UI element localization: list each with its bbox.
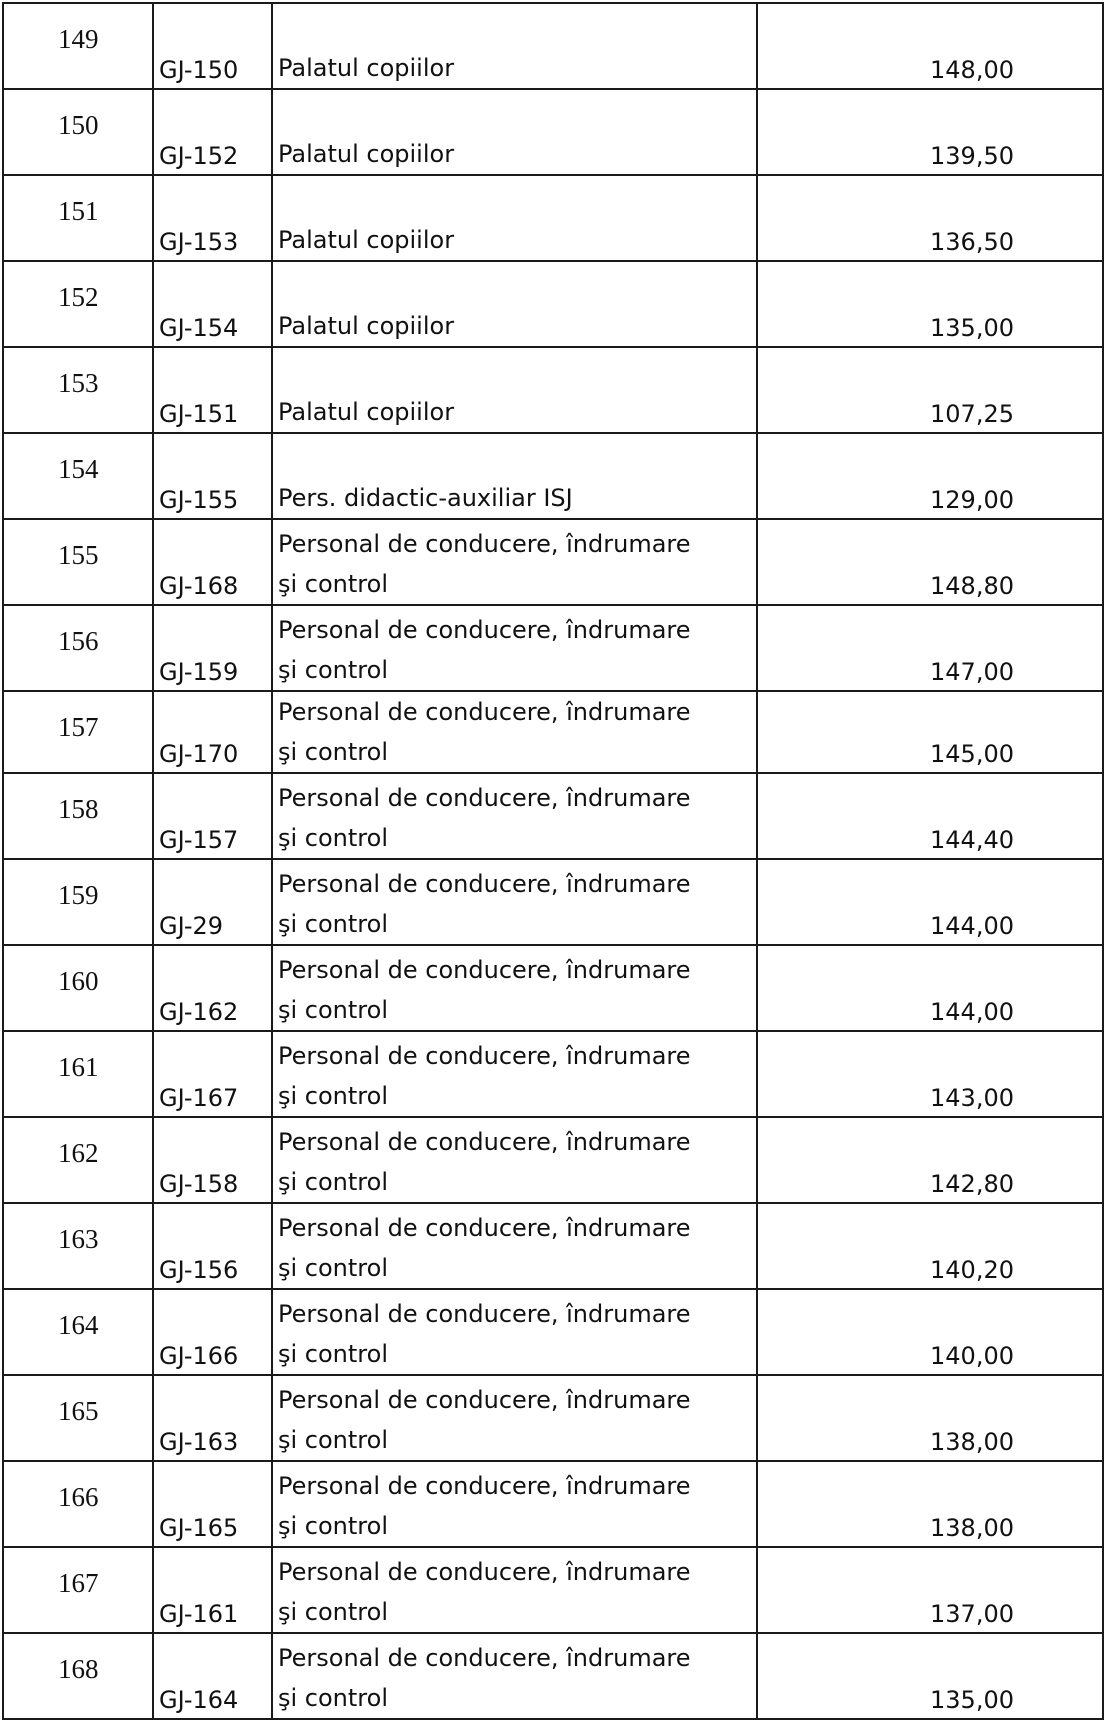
table-row <box>3 89 1103 175</box>
table-row <box>3 605 1103 691</box>
description-cell: Personal de conducere, îndrumare şi control <box>272 1461 757 1547</box>
row-number-cell: 152 <box>3 261 153 347</box>
description-cell: Personal de conducere, îndrumare şi control <box>272 1375 757 1461</box>
value-cell: 107,25 <box>757 347 1103 433</box>
table-row <box>3 1633 1103 1719</box>
table-row <box>3 773 1103 859</box>
row-number-cell: 154 <box>3 433 153 519</box>
value-cell: 135,00 <box>757 261 1103 347</box>
row-number-cell: 163 <box>3 1203 153 1289</box>
description-cell: Palatul copiilor <box>272 175 757 261</box>
value-cell: 135,00 <box>757 1633 1103 1719</box>
table-row <box>3 1461 1103 1547</box>
code-cell: GJ-165 <box>153 1461 272 1547</box>
value-cell: 142,80 <box>757 1117 1103 1203</box>
value-cell: 138,00 <box>757 1375 1103 1461</box>
code-cell: GJ-155 <box>153 433 272 519</box>
value-cell: 136,50 <box>757 175 1103 261</box>
code-cell: GJ-153 <box>153 175 272 261</box>
value-cell: 140,00 <box>757 1289 1103 1375</box>
table-row <box>3 433 1103 519</box>
code-cell: GJ-158 <box>153 1117 272 1203</box>
row-number-cell: 153 <box>3 347 153 433</box>
description-cell: Personal de conducere, îndrumare şi control <box>272 1547 757 1633</box>
value-cell: 137,00 <box>757 1547 1103 1633</box>
table-row <box>3 1203 1103 1289</box>
value-cell: 140,20 <box>757 1203 1103 1289</box>
description-cell: Palatul copiilor <box>272 347 757 433</box>
value-cell: 139,50 <box>757 89 1103 175</box>
value-cell: 147,00 <box>757 605 1103 691</box>
code-cell: GJ-163 <box>153 1375 272 1461</box>
row-number-cell: 161 <box>3 1031 153 1117</box>
code-cell: GJ-157 <box>153 773 272 859</box>
code-cell: GJ-156 <box>153 1203 272 1289</box>
code-cell: GJ-168 <box>153 519 272 605</box>
table-row <box>3 1375 1103 1461</box>
table-row <box>3 1289 1103 1375</box>
code-cell: GJ-152 <box>153 89 272 175</box>
table-row <box>3 691 1103 773</box>
row-number-cell: 159 <box>3 859 153 945</box>
code-cell: GJ-162 <box>153 945 272 1031</box>
row-number-cell: 157 <box>3 691 153 773</box>
description-cell: Personal de conducere, îndrumare şi control <box>272 1289 757 1375</box>
row-number-cell: 167 <box>3 1547 153 1633</box>
row-number-cell: 156 <box>3 605 153 691</box>
value-cell: 129,00 <box>757 433 1103 519</box>
description-cell: Personal de conducere, îndrumare şi control <box>272 773 757 859</box>
code-cell: GJ-154 <box>153 261 272 347</box>
row-number-cell: 165 <box>3 1375 153 1461</box>
code-cell: GJ-170 <box>153 691 272 773</box>
value-cell: 138,00 <box>757 1461 1103 1547</box>
row-number-cell: 150 <box>3 89 153 175</box>
code-cell: GJ-161 <box>153 1547 272 1633</box>
row-number-cell: 155 <box>3 519 153 605</box>
value-cell: 145,00 <box>757 691 1103 773</box>
results-table-body <box>3 3 1103 1719</box>
value-cell: 148,00 <box>757 3 1103 89</box>
row-number-cell: 168 <box>3 1633 153 1719</box>
code-cell: GJ-159 <box>153 605 272 691</box>
row-number-cell: 149 <box>3 3 153 89</box>
row-number-cell: 164 <box>3 1289 153 1375</box>
row-number-cell: 151 <box>3 175 153 261</box>
description-cell: Personal de conducere, îndrumare şi control <box>272 1031 757 1117</box>
code-cell: GJ-29 <box>153 859 272 945</box>
table-row <box>3 261 1103 347</box>
description-cell: Personal de conducere, îndrumare şi control <box>272 1117 757 1203</box>
description-cell: Personal de conducere, îndrumare şi control <box>272 1633 757 1719</box>
value-cell: 144,00 <box>757 945 1103 1031</box>
description-cell: Personal de conducere, îndrumare şi control <box>272 945 757 1031</box>
description-cell: Personal de conducere, îndrumare şi control <box>272 691 757 773</box>
results-table <box>2 2 1104 1720</box>
table-row <box>3 3 1103 89</box>
description-cell: Palatul copiilor <box>272 89 757 175</box>
code-cell: GJ-164 <box>153 1633 272 1719</box>
description-cell: Pers. didactic-auxiliar ISJ <box>272 433 757 519</box>
description-cell: Personal de conducere, îndrumare şi control <box>272 519 757 605</box>
table-row <box>3 519 1103 605</box>
table-row <box>3 347 1103 433</box>
row-number-cell: 166 <box>3 1461 153 1547</box>
description-cell: Personal de conducere, îndrumare şi control <box>272 605 757 691</box>
value-cell: 144,40 <box>757 773 1103 859</box>
description-cell: Palatul copiilor <box>272 3 757 89</box>
value-cell: 144,00 <box>757 859 1103 945</box>
description-cell: Personal de conducere, îndrumare şi control <box>272 859 757 945</box>
value-cell: 143,00 <box>757 1031 1103 1117</box>
table-row <box>3 945 1103 1031</box>
value-cell: 148,80 <box>757 519 1103 605</box>
row-number-cell: 160 <box>3 945 153 1031</box>
code-cell: GJ-167 <box>153 1031 272 1117</box>
table-row <box>3 1547 1103 1633</box>
code-cell: GJ-150 <box>153 3 272 89</box>
table-row <box>3 175 1103 261</box>
row-number-cell: 162 <box>3 1117 153 1203</box>
table-row <box>3 1117 1103 1203</box>
code-cell: GJ-151 <box>153 347 272 433</box>
description-cell: Palatul copiilor <box>272 261 757 347</box>
table-row <box>3 859 1103 945</box>
row-number-cell: 158 <box>3 773 153 859</box>
table-row <box>3 1031 1103 1117</box>
code-cell: GJ-166 <box>153 1289 272 1375</box>
description-cell: Personal de conducere, îndrumare şi control <box>272 1203 757 1289</box>
